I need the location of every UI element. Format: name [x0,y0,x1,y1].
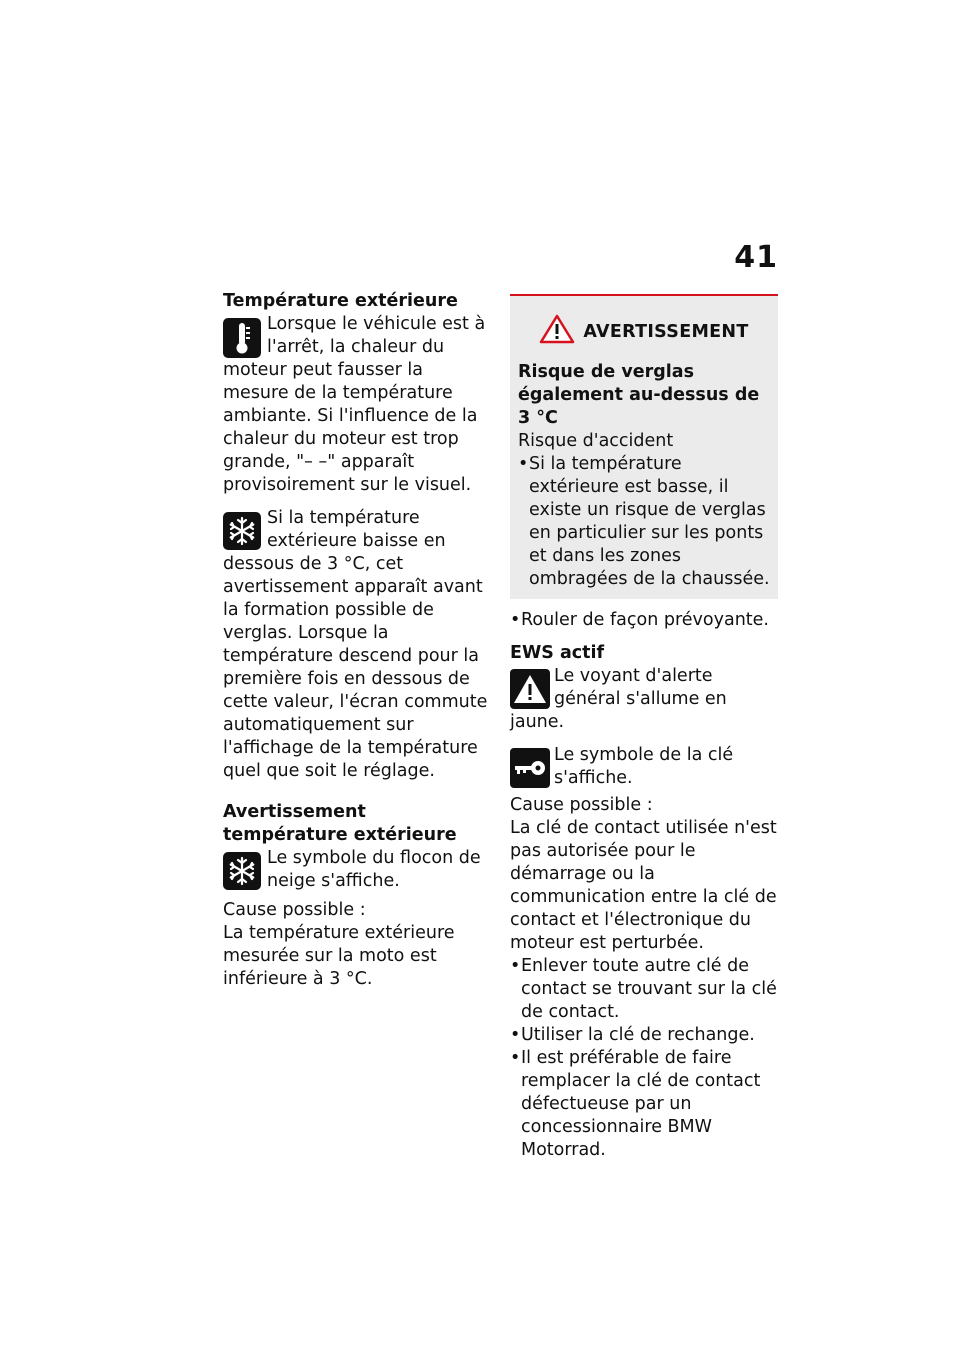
warning-triangle-icon [539,314,575,351]
section-outside-temperature [223,290,489,783]
paragraph: Le symbole du flocon de neige s'affiche. [267,848,481,891]
section-temperature-warning [223,801,489,991]
snowflake-icon [223,852,261,890]
list-item: • Rouler de façon prévoyante. [510,609,778,632]
warning-title-row [518,308,770,361]
cause-label: Cause possible : [510,795,653,815]
section-heading: Température extérieure [223,291,458,311]
list-item: • Enlever toute autre clé de contact se trouvant sur la clé de contact. [510,955,778,1024]
paragraph: Lorsque le véhicule est à l'arrêt, la chaleur du moteur peut fausser la mesure de la température ambiante. Si l'influence de la chaleur du moteur est trop grande, "– –" apparaît provisoirement sur le visuel. [223,314,486,495]
list-item: • Il est préférable de faire remplacer la clé de contact défectueuse par un concessionnaire BMW Motorrad. [510,1047,778,1162]
paragraph: Le symbole de la clé s'affiche. [554,745,734,788]
page-number: 41 [734,240,778,275]
paragraph: Si la température extérieure baisse en dessous de 3 °C, cet avertissement apparaît avant la formation possible de verglas. Lorsque la température descend pour la première fois en dessous de cette valeur, l'écran commute automatiquement sur l'affichage de la température quel que soit le réglage. [223,508,488,781]
warning-box [510,294,778,599]
snowflake-paragraph [223,507,489,783]
cause-label: Cause possible : [223,900,366,920]
paragraph: Le voyant d'alerte général s'allume en jaune. [510,666,727,732]
warning-subtitle: Risque de verglas également au-dessus de 3 °C [518,362,760,428]
key-paragraph [510,744,778,790]
section-ews [510,642,778,1162]
warning-light-paragraph [510,665,778,734]
thermometer-paragraph [223,313,489,497]
left-column [223,290,489,991]
warning-triangle-icon [510,669,550,709]
warning-title: AVERTISSEMENT [583,322,749,342]
right-column [510,294,778,1162]
snowflake-icon [223,512,261,550]
warning-risk: Risque d'accident [518,431,674,451]
cause-text: La température extérieure mesurée sur la moto est inférieure à 3 °C. [223,923,455,989]
snowflake-paragraph [223,847,489,893]
cause-text: La clé de contact utilisée n'est pas autorisée pour le démarrage ou la communication entre la clé de contact et l'électronique du moteur est perturbée. [510,818,777,953]
list-item: • Utiliser la clé de rechange. [510,1024,778,1047]
warning-bullet: • Si la température extérieure est basse, il existe un risque de verglas en particulier sur les ponts et dans les zones ombragées de la chaussée. [518,453,770,591]
section-heading: Avertissement température extérieure [223,802,457,845]
ews-bullet-list [510,955,778,1162]
key-icon [510,748,550,788]
section-heading: EWS actif [510,643,605,663]
thermometer-icon [223,318,261,358]
